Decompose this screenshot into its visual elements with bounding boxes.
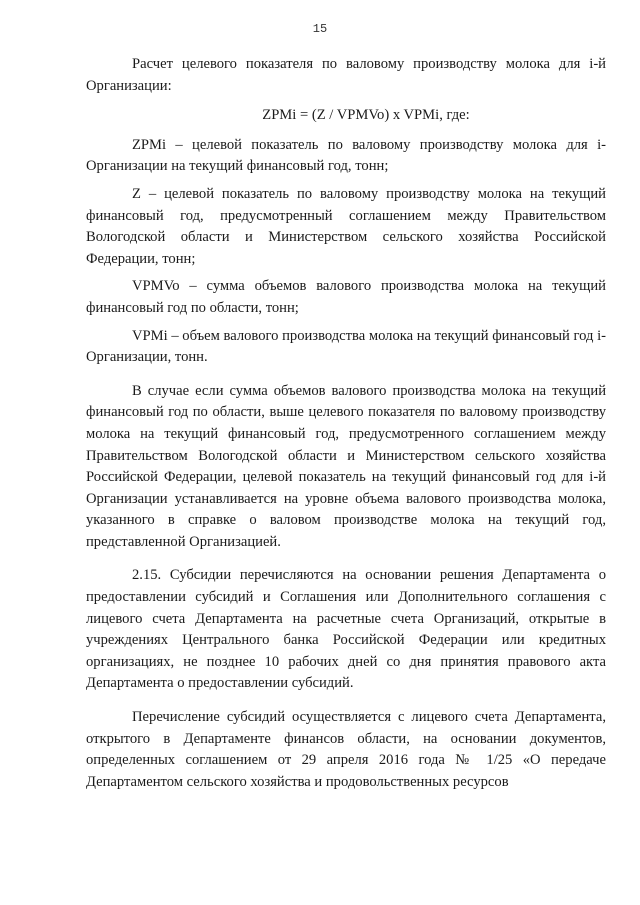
paragraph-z: Z – целевой показатель по валовому производству молока на текущий финансовый год, предусмотренный соглашением между Правительством Вологодской области и Министерством сельского хозяйства Российской Федерации, тонн; (86, 185, 606, 267)
document-body (86, 54, 606, 799)
paragraph-vpmi: VPMi – объем валового производства молока на текущий финансовый год i-Организации, тонн. (86, 327, 607, 366)
page-number: 15 (312, 22, 328, 36)
paragraph-2-15: 2.15. Субсидии перечисляются на основании решения Департамента о предоставлении субсидий и Соглашения или Дополнительного соглашения с лицевого счета Департамента на расчетные счета Организаций, открытые в учреждениях Центрального банка Российской Федерации или кредитных организациях, не позднее 10 рабочих дней со дня принятия правового акта Департамента о предоставлении субсидий. (86, 567, 606, 692)
paragraph-transfer: Перечисление субсидий осуществляется с лицевого счета Департамента, открытого в Департаменте финансов области, на основании документов, определенных соглашением от 29 апреля 2016 года № 1/25 «О передаче Департаментом сельского хозяйства и продовольственных ресурсов (86, 709, 606, 790)
formula: ZPMi = (Z / VPMVo) x VPMi, где: (262, 107, 470, 124)
paragraph-case: В случае если сумма объемов валового производства молока на текущий финансовый год по области, выше целевого показателя по валовому производству молока на текущий финансовый год, предусмотренного соглашением между Правительством Вологодской области и Министерством сельского хозяйства Российской Федерации, целевой показатель на текущий финансовый год для i-й Организации устанавливается на уровне объема валового производства молока, указанного в справке о валовом производстве молока на текущий год, представленной Организацией. (86, 382, 606, 550)
paragraph-zpmi: ZPMi – целевой показатель по валовому производству молока для i-Организации на текущий финансовый год, тонн; (86, 136, 606, 175)
paragraph-intro: Расчет целевого показателя по валовому производству молока для i-й Организации: (86, 56, 606, 94)
paragraph-vpmvo: VPMVo – сумма объемов валового производства молока на текущий финансовый год по области, тонн; (86, 278, 606, 316)
